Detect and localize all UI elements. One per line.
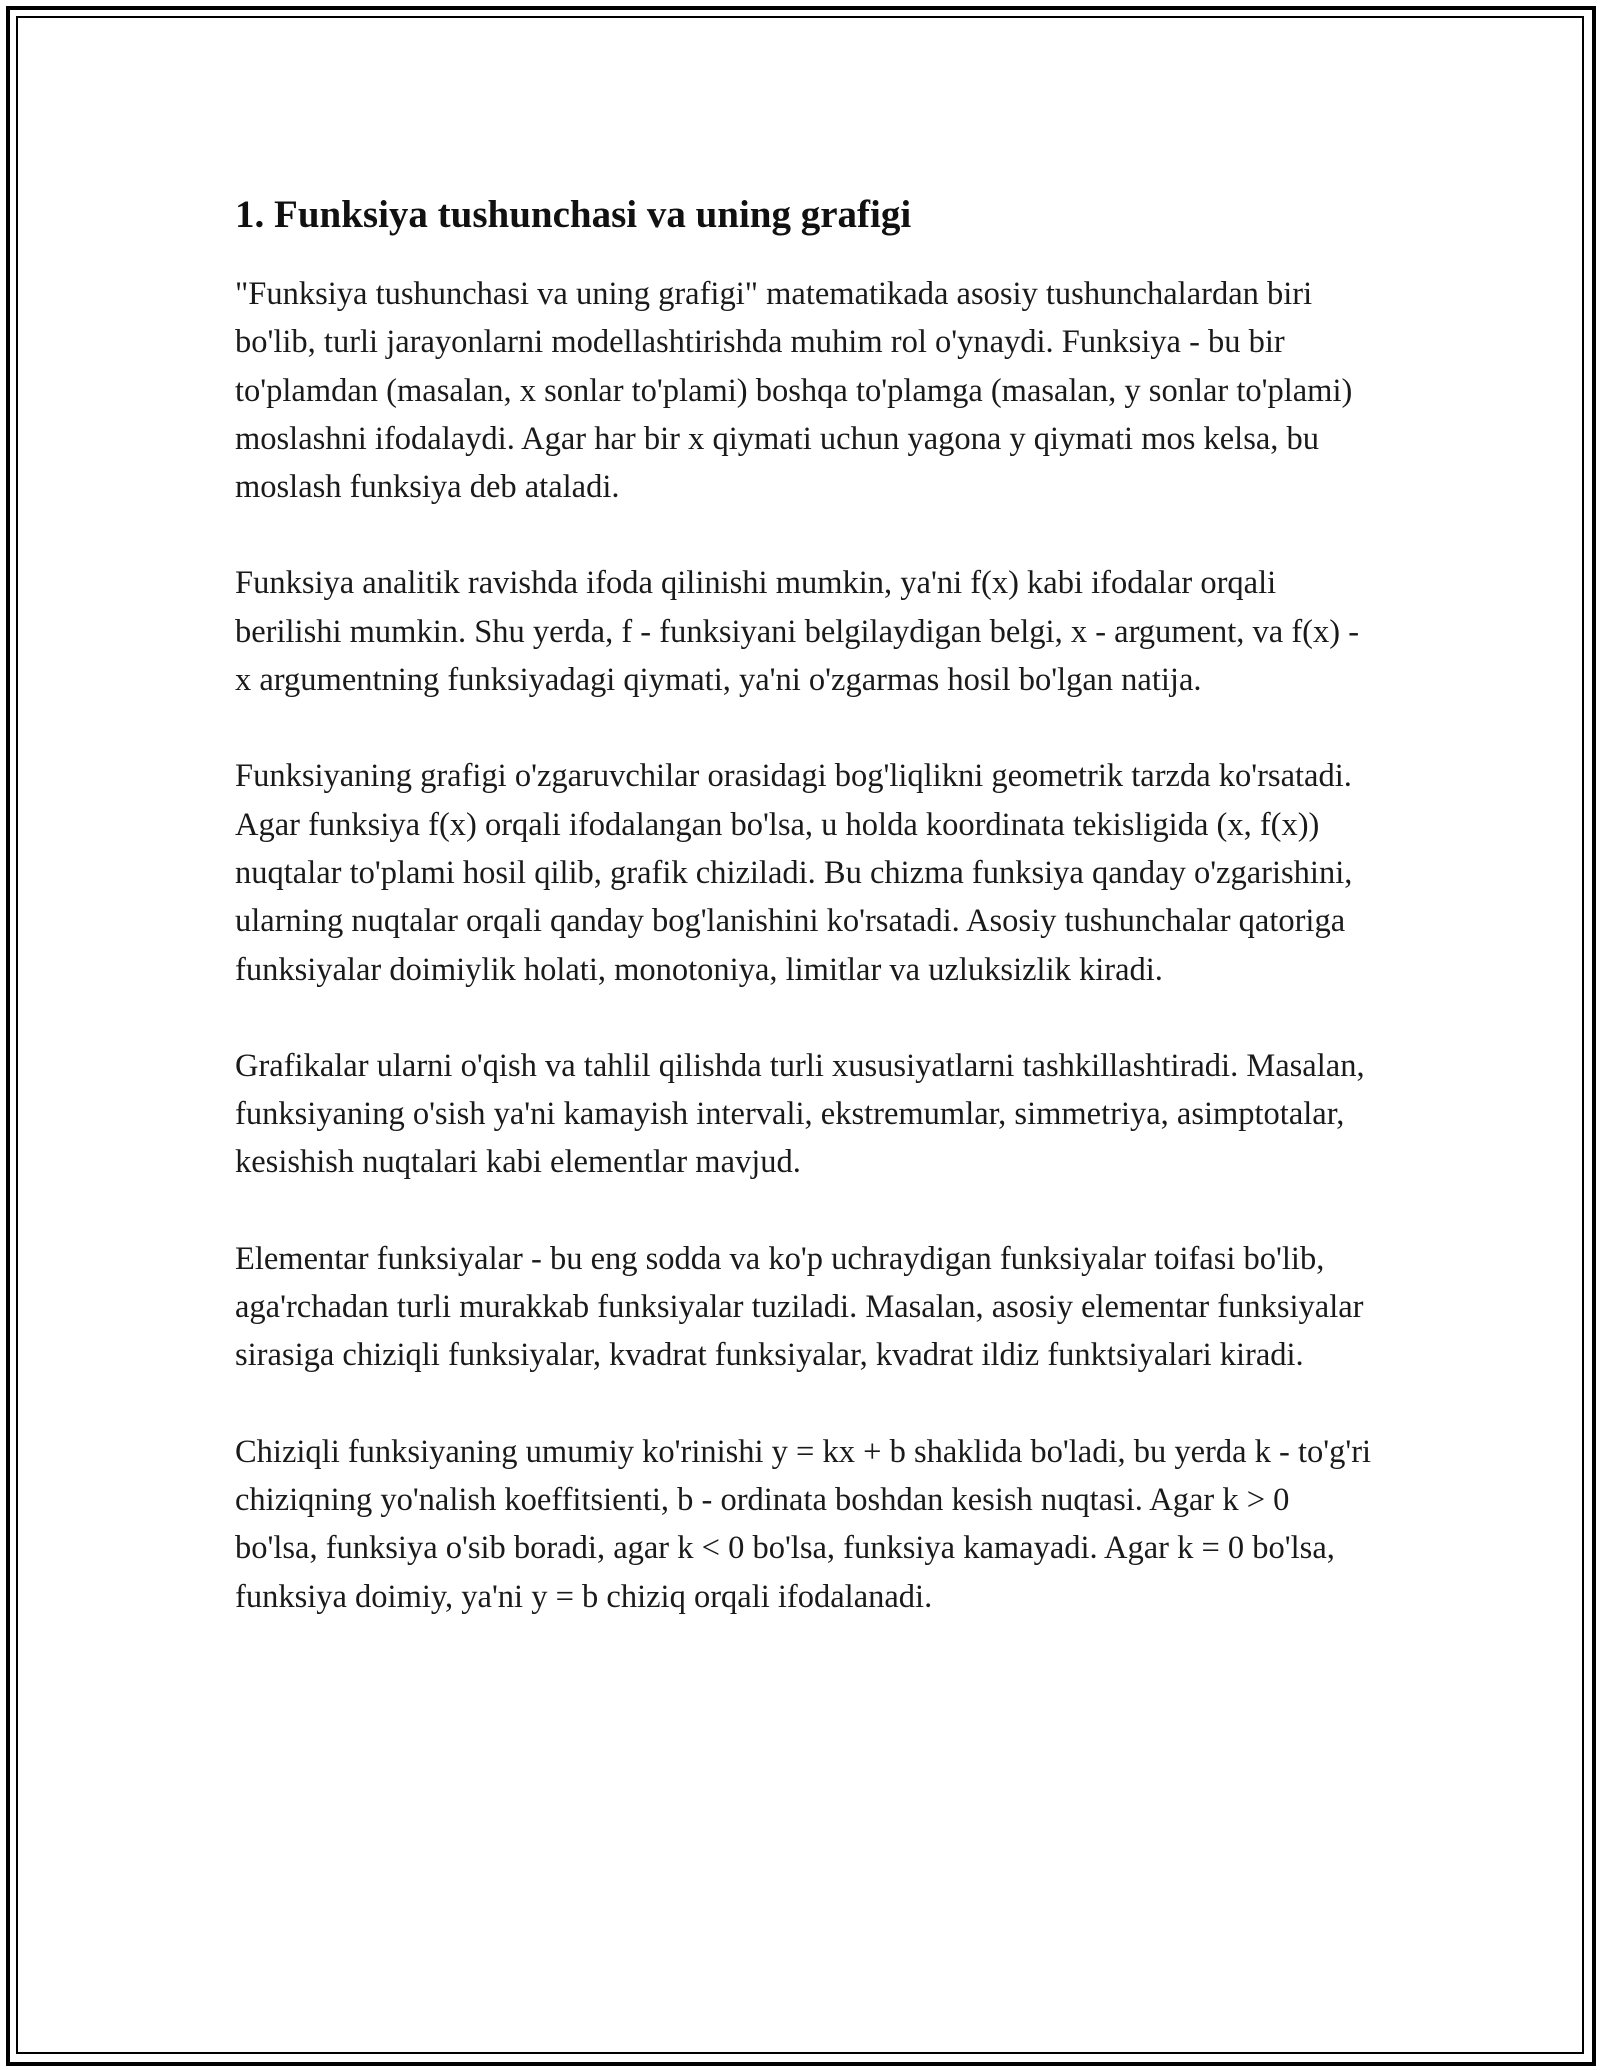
section-heading: 1. Funksiya tushunchasi va uning grafigi <box>235 193 912 236</box>
paragraph-analytic-form: Funksiya analitik ravishda ifoda qilinishi mumkin, ya'ni f(x) kabi ifodalar orqali berilishi mumkin. Shu yerda, f - funksiyani belgilaydigan belgi, x - argument, va f(x) - x argumentning funksiyadagi qiymati, ya'ni o'zgarmas hosil bo'lgan natija. <box>235 565 1360 699</box>
paragraph-function-definition: "Funksiya tushunchasi va uning grafigi" matematikada asosiy tushunchalardan biri bo'lib, turli jarayonlarni modellashtirishda muhim rol o'ynaydi. Funksiya - bu bir to'plamdan (masalan, x sonlar to'plami) boshqa to'plamga (masalan, y sonlar to'plami) moslashni ifodalaydi. Agar har bir x qiymati uchun yagona y qiymati mos kelsa, bu moslash funksiya deb ataladi. <box>235 276 1353 506</box>
paragraph-linear-function: Chiziqli funksiyaning umumiy ko'rinishi y = kx + b shaklida bo'ladi, bu yerda k - to'g'ri chiziqning yo'nalish koeffitsienti, b - ordinata boshdan kesish nuqtasi. Agar k > 0 bo'lsa, funksiya o'sib boradi, agar k < 0 bo'lsa, funksiya kamayadi. Agar k = 0 bo'lsa, funksiya doimiy, ya'ni y = b chiziq orqali ifodalanadi. <box>235 1433 1372 1615</box>
paragraph-function-graph: Funksiyaning grafigi o'zgaruvchilar orasidagi bog'liqlikni geometrik tarzda ko'rsatadi. Agar funksiya f(x) orqali ifodalangan bo'lsa, u holda koordinata tekisligida (x, f(x)) nuqtalar to'plami hosil qilib, grafik chiziladi. Bu chizma funksiya qanday o'zgarishini, ularning nuqtalar orqali qanday bog'lanishini ko'rsatadi. Asosiy tushunchalar qatoriga funksiyalar doimiylik holati, monotoniya, limitlar va uzluksizlik kiradi. <box>235 758 1353 988</box>
paragraph-graph-properties: Grafikalar ularni o'qish va tahlil qilishda turli xususiyatlarni tashkillashtiradi. Masalan, funksiyaning o'sish ya'ni kamayish intervali, ekstremumlar, simmetriya, asimptotalar, kesishish nuqtalari kabi elementlar mavjud. <box>235 1047 1365 1181</box>
document-body <box>235 188 1375 1669</box>
paragraph-elementary-functions: Elementar funksiyalar - bu eng sodda va ko'p uchraydigan funksiyalar toifasi bo'lib, aga'rchadan turli murakkab funksiyalar tuziladi. Masalan, asosiy elementar funksiyalar sirasiga chiziqli funksiyalar, kvadrat funksiyalar, kvadrat ildiz funktsiyalari kiradi. <box>235 1240 1364 1374</box>
